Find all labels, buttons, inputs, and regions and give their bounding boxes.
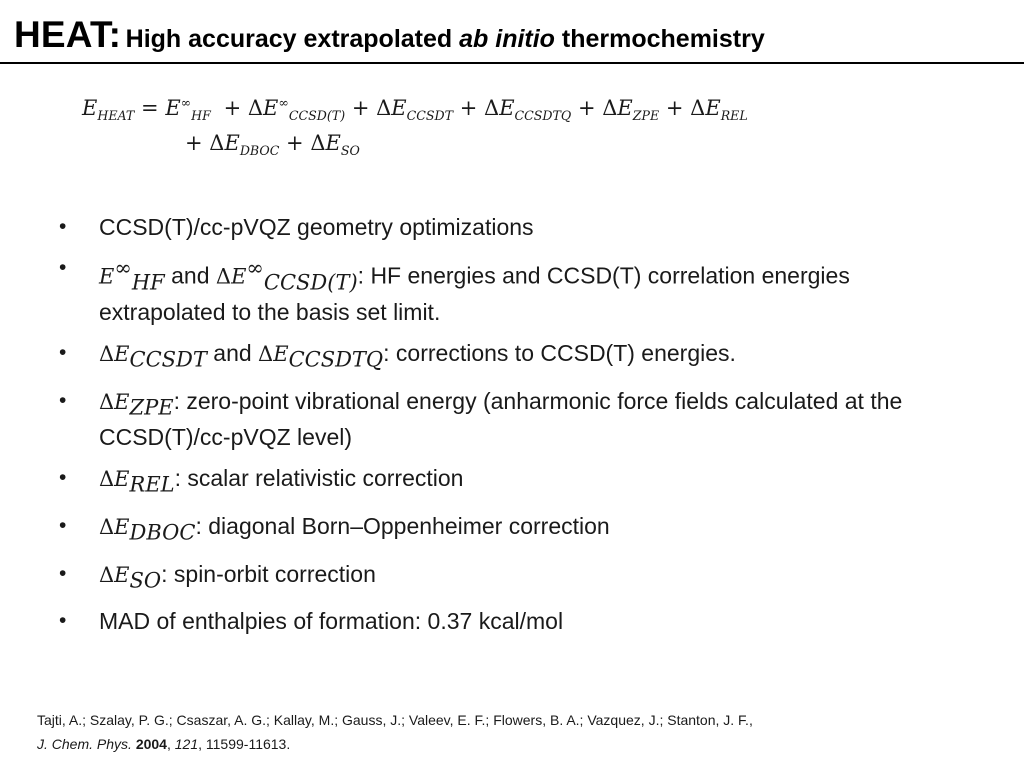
math-E: E bbox=[99, 264, 115, 289]
bullet-ccsdt-corrections bbox=[55, 338, 955, 375]
bullet-so bbox=[55, 559, 955, 596]
math-sub: SO bbox=[129, 568, 162, 593]
bullet-text: : corrections to CCSD(T) energies. bbox=[383, 340, 736, 367]
math-delta: Δ bbox=[258, 342, 274, 367]
bullet-rel bbox=[55, 463, 955, 500]
reference-authors: Tajti, A.; Szalay, P. G.; Csaszar, A. G.; Kallay, M.; Gauss, J.; Valeev, E. F.; Flowers, B. A.; Vazquez, J.; Stanton, J. F., bbox=[37, 712, 753, 728]
math-sub: CCSDTQ bbox=[288, 347, 384, 372]
title-underline bbox=[0, 62, 1024, 64]
eq-t1-E: E bbox=[165, 96, 181, 120]
reference-journal: J. Chem. Phys. bbox=[37, 736, 132, 752]
eq-t8-sub: SO bbox=[340, 143, 360, 159]
math-E: E bbox=[114, 467, 130, 492]
math-sub: ZPE bbox=[129, 395, 174, 420]
bullet-text: : diagonal Born–Oppenheimer correction bbox=[195, 513, 610, 540]
eq-t2-E: E bbox=[263, 96, 279, 120]
math-delta: Δ bbox=[99, 467, 115, 492]
eq2-delta: Δ bbox=[209, 131, 225, 155]
math-sub: CCSD(T) bbox=[263, 270, 358, 295]
bullet-zpe bbox=[55, 386, 955, 453]
bullet-geometry bbox=[55, 212, 955, 242]
eq-t3-sub: CCSDT bbox=[406, 108, 454, 124]
math-delta: Δ bbox=[99, 342, 115, 367]
eq-t4-sub: CCSDTQ bbox=[514, 108, 572, 124]
eq2-plus: + bbox=[185, 131, 203, 155]
eq-plus: + bbox=[577, 96, 596, 120]
eq-t6-sub: REL bbox=[720, 108, 748, 124]
reference-separator: , bbox=[166, 736, 175, 752]
eq-delta: Δ bbox=[602, 96, 618, 120]
title-acronym: HEAT: bbox=[14, 14, 122, 55]
eq-t7-E: E bbox=[224, 131, 240, 155]
reference-citation bbox=[37, 708, 753, 756]
eq-plus: + bbox=[459, 96, 478, 120]
eq-t4-E: E bbox=[499, 96, 515, 120]
bullet-dboc bbox=[55, 511, 955, 548]
reference-pages: , 11599-11613. bbox=[198, 736, 291, 752]
eq2-plus: + bbox=[286, 131, 304, 155]
eq-lhs-E: E bbox=[82, 96, 98, 120]
eq-plus: + bbox=[665, 96, 684, 120]
math-E: E bbox=[231, 264, 247, 289]
bullet-text: : scalar relativistic correction bbox=[174, 465, 464, 492]
math-sub: DBOC bbox=[129, 520, 196, 545]
heat-equation-line2 bbox=[185, 131, 360, 158]
title-sub-italic: ab initio bbox=[459, 25, 555, 53]
title-sub-before: High accuracy extrapolated bbox=[125, 25, 460, 53]
math-sup: ∞ bbox=[246, 256, 264, 280]
bullet-text: : HF energies and CCSD(T) correlation energies extrapolated to the basis set limit. bbox=[99, 262, 850, 326]
slide-title bbox=[14, 14, 765, 56]
bullet-text: : spin-orbit correction bbox=[161, 560, 376, 587]
eq-delta: Δ bbox=[247, 96, 264, 120]
math-E: E bbox=[114, 562, 130, 587]
reference-volume: 121 bbox=[174, 736, 199, 752]
reference-year: 2004 bbox=[135, 736, 167, 752]
eq-t1-sub: HF bbox=[191, 108, 211, 124]
eq-t8-E: E bbox=[325, 131, 341, 155]
title-sub-after: thermochemistry bbox=[554, 25, 765, 53]
eq-t2-sup: ∞ bbox=[278, 95, 289, 110]
eq-equals: = bbox=[141, 96, 159, 120]
bullet-mid: and bbox=[206, 340, 259, 367]
eq-t5-sub: ZPE bbox=[632, 108, 660, 124]
eq-delta: Δ bbox=[690, 96, 706, 120]
title-subtitle bbox=[126, 25, 765, 53]
math-E: E bbox=[114, 342, 130, 367]
eq2-delta: Δ bbox=[310, 131, 326, 155]
bullet-text: CCSD(T)/cc-pVQZ geometry optimizations bbox=[99, 214, 534, 240]
reference-source bbox=[37, 732, 753, 756]
math-E: E bbox=[273, 342, 289, 367]
eq-plus: + bbox=[351, 96, 370, 120]
eq-delta: Δ bbox=[376, 96, 392, 120]
eq-t3-E: E bbox=[391, 96, 407, 120]
math-sub: REL bbox=[129, 473, 175, 498]
math-delta: Δ bbox=[99, 515, 115, 540]
bullet-text: MAD of enthalpies of formation: 0.37 kcal/mol bbox=[99, 608, 564, 635]
math-E: E bbox=[114, 389, 130, 414]
bullet-hf-ccsdt-extrapolation bbox=[55, 253, 955, 327]
eq-t2-sub: CCSD(T) bbox=[288, 108, 346, 124]
eq-t7-sub: DBOC bbox=[239, 143, 280, 159]
bullet-list bbox=[55, 212, 955, 647]
bullet-mid: and bbox=[164, 262, 216, 289]
heat-equation-line1 bbox=[82, 95, 748, 123]
math-delta: Δ bbox=[99, 562, 115, 587]
eq-delta: Δ bbox=[484, 96, 500, 120]
math-sub: CCSDT bbox=[129, 347, 207, 372]
bullet-text: : zero-point vibrational energy (anharmonic force fields calculated at the CCSD(T)/cc-pVQZ level) bbox=[99, 387, 903, 451]
math-sub: HF bbox=[131, 270, 165, 295]
math-E: E bbox=[114, 515, 130, 540]
math-sup: ∞ bbox=[114, 256, 132, 280]
bullet-mad bbox=[55, 606, 955, 636]
eq-t5-E: E bbox=[617, 96, 633, 120]
eq-plus: + bbox=[223, 96, 242, 120]
eq-t6-E: E bbox=[705, 96, 721, 120]
math-delta: Δ bbox=[99, 389, 115, 414]
eq-t1-sup: ∞ bbox=[180, 95, 192, 110]
eq-lhs-sub: HEAT bbox=[97, 108, 135, 124]
math-delta: Δ bbox=[215, 264, 232, 289]
